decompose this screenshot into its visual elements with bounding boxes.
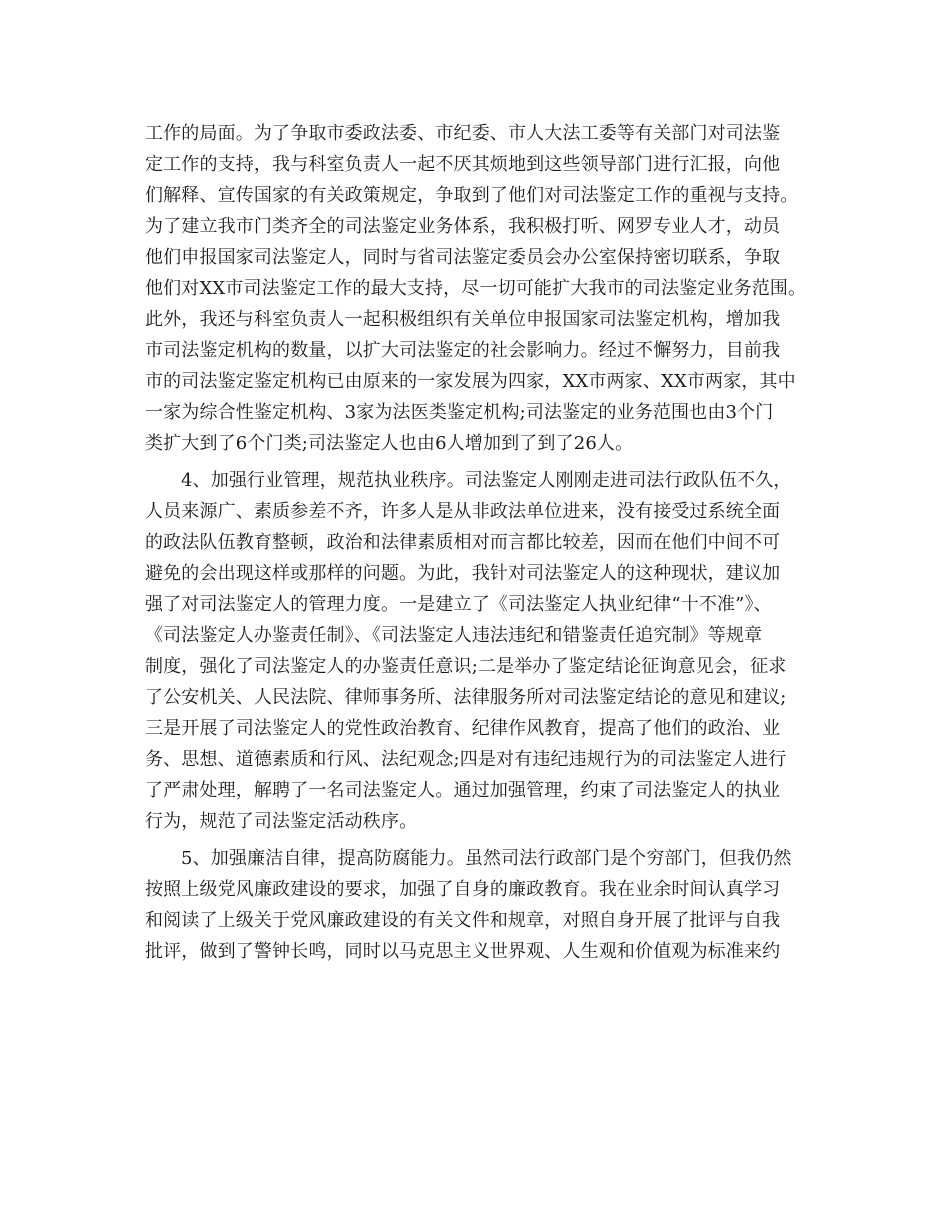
- text-line: 了公安机关、人民法院、律师事务所、法律服务所对司法鉴定结论的意见和建议;: [145, 687, 787, 708]
- document-body: [145, 118, 825, 967]
- paragraph-4-first-line: 4、加强行业管理，规范执业秩序。司法鉴定人刚刚走进司法行政队伍不久，: [181, 470, 792, 491]
- text-line: 《司法鉴定人办鉴责任制》、《司法鉴定人违法违纪和错鉴责任追究制》等规章: [145, 625, 763, 646]
- text-line: 们解释、宣传国家的有关政策规定，争取到了他们对司法鉴定工作的重视与支持。: [145, 185, 799, 206]
- text-line: 和阅读了上级关于党风廉政建设的有关文件和规章，对照自身开展了批评与自我: [145, 910, 781, 931]
- text-line: 按照上级党风廉政建设的要求，加强了自身的廉政教育。我在业余时间认真学习: [145, 879, 781, 900]
- text-line: 市司法鉴定机构的数量，以扩大司法鉴定的社会影响力。经过不懈努力，目前我: [145, 340, 781, 361]
- text-line: 制度，强化了司法鉴定人的办鉴责任意识;二是举办了鉴定结论征询意见会，征求: [145, 656, 787, 677]
- text-line: 三是开展了司法鉴定人的党性政治教育、纪律作风教育，提高了他们的政治、业: [145, 718, 781, 739]
- text-line: 定工作的支持，我与科室负责人一起不厌其烦地到这些领导部门进行汇报，向他: [145, 154, 781, 175]
- text-line: 务、思想、道德素质和行风、法纪观念;四是对有违纪违规行为的司法鉴定人进行: [145, 749, 787, 770]
- text-line: 人员来源广、素质参差不齐，许多人是从非政法单位进来，没有接受过系统全面: [145, 501, 781, 522]
- text-line: 他们申报国家司法鉴定人，同时与省司法鉴定委员会办公室保持密切联系，争取: [145, 247, 781, 268]
- text-line: 他们对XX市司法鉴定工作的最大支持，尽一切可能扩大我市的司法鉴定业务范围。: [145, 278, 807, 299]
- text-line: 市的司法鉴定鉴定机构已由原来的一家发展为四家，XX市两家、XX市两家，其中: [145, 371, 796, 392]
- text-line: 行为，规范了司法鉴定活动秩序。: [145, 811, 418, 832]
- text-line: 此外，我还与科室负责人一起积极组织有关单位申报国家司法鉴定机构，增加我: [145, 309, 781, 330]
- text-line: 的政法队伍教育整顿，政治和法律素质相对而言都比较差，因而在他们中间不可: [145, 532, 781, 553]
- text-line: 批评，做到了警钟长鸣，同时以马克思主义世界观、人生观和价值观为标准来约: [145, 941, 781, 962]
- text-line: 强了对司法鉴定人的管理力度。一是建立了《司法鉴定人执业纪律“十不准”》、: [145, 594, 772, 615]
- text-line: 类扩大到了6个门类;司法鉴定人也由6人增加到了到了26人。: [145, 433, 634, 454]
- text-line: 一家为综合性鉴定机构、3家为法医类鉴定机构;司法鉴定的业务范围也由3个门: [145, 402, 774, 423]
- text-line: 了严肃处理，解聘了一名司法鉴定人。通过加强管理，约束了司法鉴定人的执业: [145, 780, 781, 801]
- text-line: 为了建立我市门类齐全的司法鉴定业务体系，我积极打听、网罗专业人才，动员: [145, 216, 781, 237]
- text-line: 工作的局面。为了争取市委政法委、市纪委、市人大法工委等有关部门对司法鉴: [145, 123, 781, 144]
- text-line: 避免的会出现这样或那样的问题。为此，我针对司法鉴定人的这种现状，建议加: [145, 563, 781, 584]
- paragraph-5-first-line: 5、加强廉洁自律，提高防腐能力。虽然司法行政部门是个穷部门，但我仍然: [181, 848, 792, 869]
